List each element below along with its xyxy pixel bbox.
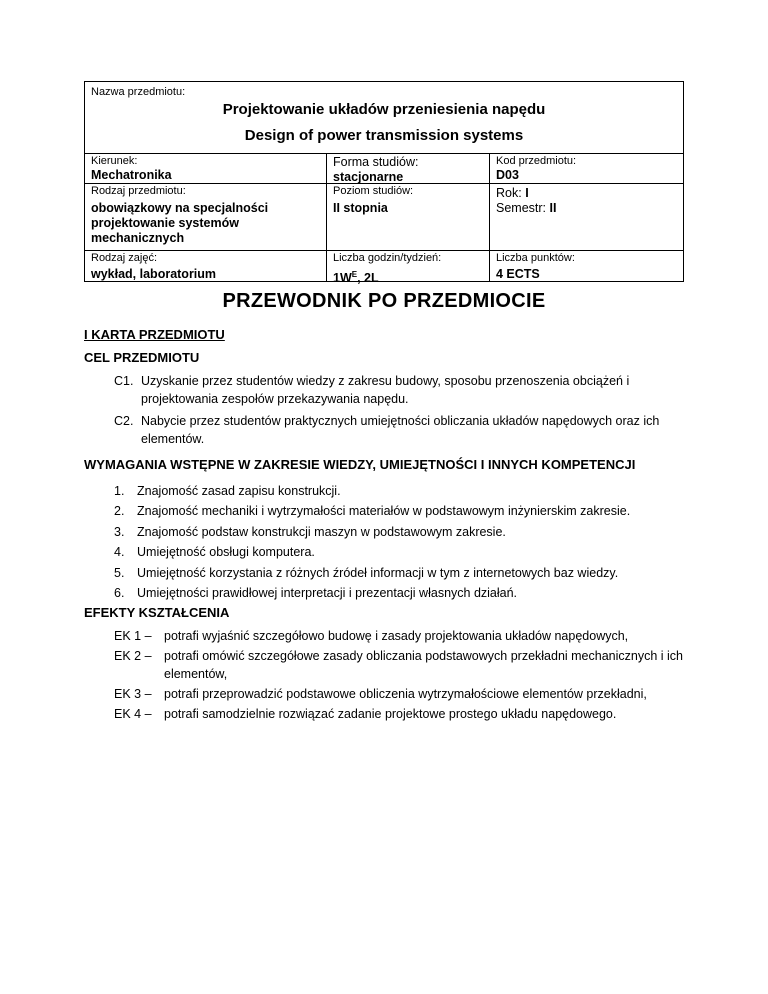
field-hours-per-week: [327, 251, 490, 286]
effects-list: [114, 627, 694, 725]
semester-line: [496, 201, 677, 216]
item-text: potrafi samodzielnie rozwiązać zadanie projektowe prostego układu napędowego.: [164, 707, 617, 721]
list-item: [114, 412, 694, 448]
goals-heading: CEL PRZEDMIOTU: [84, 350, 200, 365]
course-header-table: [84, 81, 684, 286]
item-code: EK 4 –: [114, 707, 152, 721]
list-item: [114, 523, 694, 543]
field-label: Rodzaj przedmiotu:: [91, 185, 186, 197]
item-text: Znajomość podstaw konstrukcji maszyn w podstawowym zakresie.: [137, 524, 506, 539]
item-text: Znajomość mechaniki i wytrzymałości materiałów w podstawowym inżynierskim zakresie.: [137, 504, 631, 519]
item-text: Umiejętność obsługi komputera.: [137, 545, 315, 560]
list-item: [114, 564, 694, 584]
field-label: Kierunek:: [91, 155, 138, 167]
item-text: Uzyskanie przez studentów wiedzy z zakresu budowy, sposobu przenoszenia obciążeń i projektowania zespołów przekazywania napędu.: [141, 374, 630, 406]
item-number: 4.: [114, 545, 125, 560]
course-title-pl: Projektowanie układów przeniesienia napędu: [222, 101, 546, 118]
item-code: EK 3 –: [114, 687, 152, 701]
item-text: potrafi przeprowadzić podstawowe obliczenia wytrzymałościowe elementów przekładni,: [164, 687, 647, 701]
item-number: 5.: [114, 565, 125, 580]
field-label: Poziom studiów:: [333, 185, 414, 197]
field-label: Forma studiów:: [333, 155, 419, 169]
year-value: I: [525, 186, 529, 200]
section-course-card: I KARTA PRZEDMIOTU: [84, 327, 225, 342]
field-value: Mechatronika: [91, 168, 172, 182]
field-course-type: [85, 184, 327, 251]
hours-exam-mark: E: [351, 270, 358, 279]
field-label: Liczba punktów:: [496, 252, 575, 264]
requirements-list: [114, 482, 694, 604]
course-info-grid: [85, 154, 683, 286]
item-text: Umiejętność korzystania z różnych źródeł informacji w tym z internetowych baz wiedzy.: [137, 565, 619, 580]
list-item: [114, 647, 694, 683]
goals-list: [114, 372, 694, 452]
year-line: [496, 186, 677, 201]
guide-title: PRZEWODNIK PO PRZEDMIOCIE: [222, 290, 546, 312]
field-value: [333, 267, 483, 286]
item-number: 2.: [114, 504, 125, 519]
semester-value: II: [549, 201, 557, 215]
field-study-form: [327, 154, 490, 184]
list-item: [114, 543, 694, 563]
list-item: [114, 482, 694, 502]
field-label: Liczba godzin/tydzień:: [333, 252, 442, 264]
field-course-code: [490, 154, 683, 184]
subject-label: Nazwa przedmiotu:: [91, 86, 186, 98]
field-direction: [85, 154, 327, 184]
list-item: [114, 584, 694, 604]
item-text: Umiejętności prawidłowej interpretacji i prezentacji własnych działań.: [137, 585, 518, 600]
item-number: 1.: [114, 484, 125, 498]
hours-lab: , 2L: [357, 271, 379, 286]
field-value: 4 ECTS: [496, 267, 540, 281]
item-code: EK 2 –: [114, 649, 152, 663]
list-item: [114, 627, 694, 645]
item-text: Znajomość zasad zapisu konstrukcji.: [137, 484, 341, 498]
field-class-type: [85, 251, 327, 281]
course-name-cell: [85, 82, 683, 154]
effects-heading: EFEKTY KSZTAŁCENIA: [84, 605, 230, 620]
field-value: II stopnia: [333, 201, 388, 215]
field-label: Kod przedmiotu:: [496, 155, 577, 167]
field-value: stacjonarne: [333, 170, 404, 184]
item-number: C2.: [114, 414, 134, 428]
list-item: [114, 705, 694, 723]
item-number: C1.: [114, 374, 134, 388]
hours-lecture: 1W: [333, 271, 352, 286]
item-text: potrafi wyjaśnić szczegółowo budowę i zasady projektowania układów napędowych,: [164, 629, 629, 643]
list-item: [114, 502, 694, 522]
item-number: 6.: [114, 585, 125, 600]
field-year-semester: [490, 184, 683, 251]
field-label: Rodzaj zajęć:: [91, 252, 158, 264]
list-item: [114, 685, 694, 703]
list-item: [114, 372, 694, 408]
item-code: EK 1 –: [114, 629, 152, 643]
item-text: Nabycie przez studentów praktycznych umiejętności obliczania układów napędowych oraz ich elementów.: [141, 414, 660, 446]
field-value: obowiązkowy na specjalności projektowanie systemów mechanicznych: [91, 201, 269, 245]
year-label: Rok:: [496, 186, 522, 200]
item-text: potrafi omówić szczegółowe zasady obliczania podstawowych przekładni mechanicznych i ich elementów,: [164, 649, 684, 681]
item-number: 3.: [114, 524, 125, 539]
field-value: D03: [496, 168, 519, 182]
course-title-en: Design of power transmission systems: [244, 127, 524, 144]
field-value: wykład, laboratorium: [91, 267, 217, 281]
field-ects: [490, 251, 683, 281]
field-study-level: [327, 184, 490, 251]
semester-label: Semestr:: [496, 201, 547, 215]
requirements-heading: WYMAGANIA WSTĘPNE W ZAKRESIE WIEDZY, UMIEJĘTNOŚCI I INNYCH KOMPETENCJI: [84, 457, 636, 472]
